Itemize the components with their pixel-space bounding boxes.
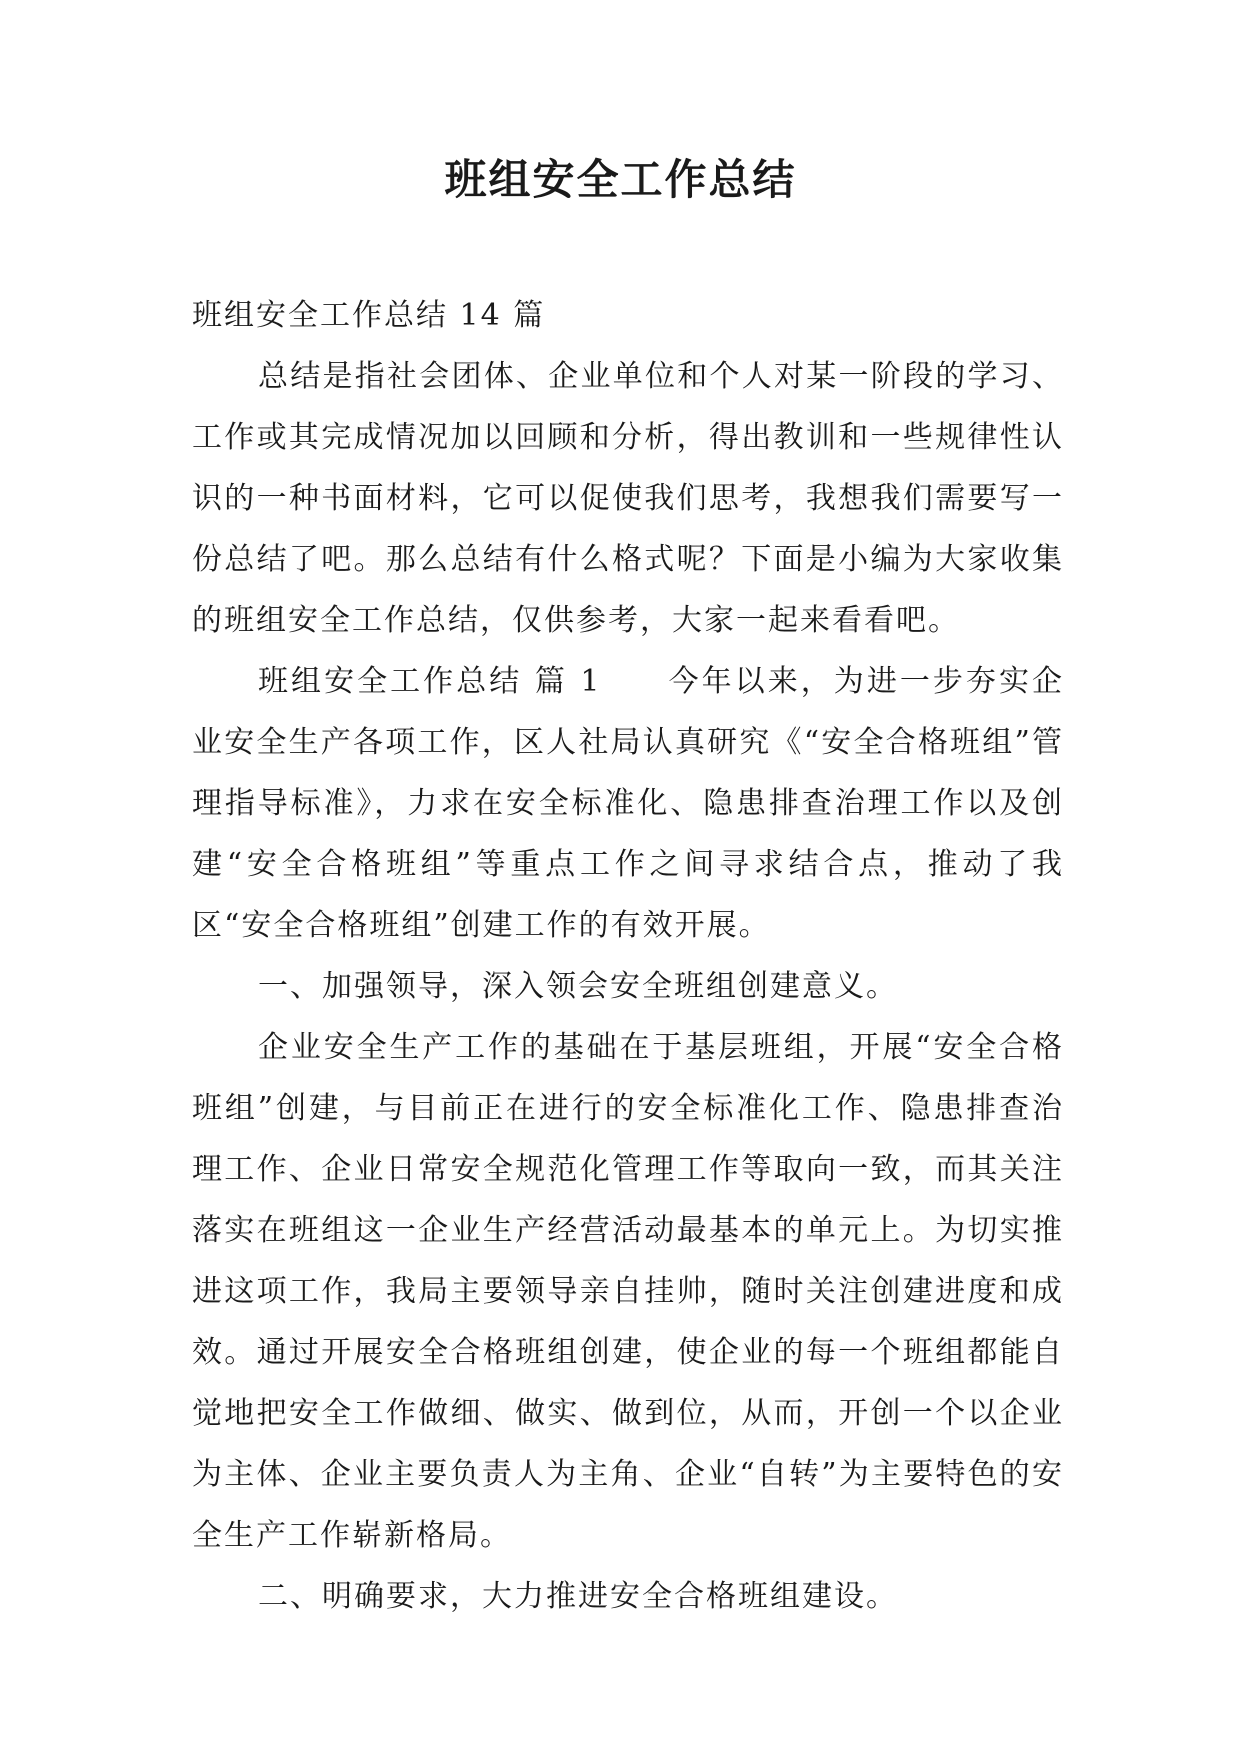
paragraph-section-1: 班组安全工作总结 篇 1 今年以来，为进一步夯实企业安全生产各项工作，区人社局认真研究《“安全合格班组”管理指导标准》，力求在安全标准化、隐患排查治理工作以及创建“安全合格班组”等重点工作之间寻求结合点，推动了我区“安全合格班组”创建工作的有效开展。 bbox=[192, 664, 1064, 943]
heading-point-1: 一、加强领导，深入领会安全班组创建意义。 bbox=[258, 969, 898, 1004]
paragraph-intro: 总结是指社会团体、企业单位和个人对某一阶段的学习、工作或其完成情况加以回顾和分析，得出教训和一些规律性认识的一种书面材料，它可以促使我们思考，我想我们需要写一份总结了吧。那么总结有什么格式呢？下面是小编为大家收集的班组安全工作总结，仅供参考，大家一起来看看吧。 bbox=[192, 359, 1064, 638]
document-subtitle: 班组安全工作总结 14 篇 bbox=[192, 298, 546, 333]
document-title: 班组安全工作总结 bbox=[444, 155, 797, 204]
paragraph-point-1-body: 企业安全生产工作的基础在于基层班组，开展“安全合格班组”创建，与目前正在进行的安全标准化工作、隐患排查治理工作、企业日常安全规范化管理工作等取向一致，而其关注落实在班组这一企业生产经营活动最基本的单元上。为切实推进这项工作，我局主要领导亲自挂帅，随时关注创建进度和成效。通过开展安全合格班组创建，使企业的每一个班组都能自觉地把安全工作做细、做实、做到位，从而，开创一个以企业为主体、企业主要负责人为主角、企业“自转”为主要特色的安全生产工作崭新格局。 bbox=[192, 1030, 1064, 1553]
heading-point-2: 二、明确要求，大力推进安全合格班组建设。 bbox=[258, 1579, 898, 1614]
document-body bbox=[192, 285, 1064, 1627]
